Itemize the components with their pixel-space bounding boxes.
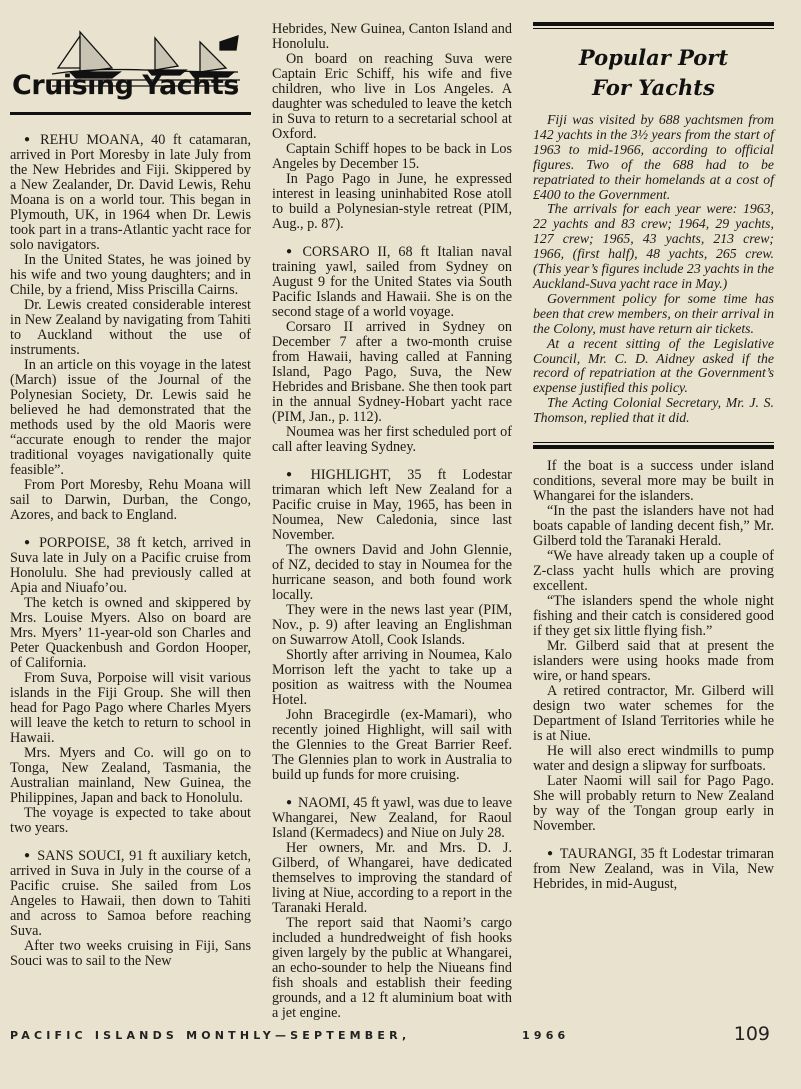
article-paragraph: Shortly after arriving in Noumea, Kalo Morrison left the yacht to take up a position as waitress with the Noumea Hotel. [272,647,512,708]
naomi-paragraph: ● NAOMI, 45 ft yawl, was due to leave Whangarei, New Zealand, for Raoul Island (Kermadecs) and Niue on July 28. [272,795,512,841]
article-paragraph: The owners David and John Glennie, of NZ, decided to stay in Noumea for the hurricane season, and both found work locally. [272,542,512,603]
box-rule [533,442,774,449]
article-paragraph: They were in the news last year (PIM, Nov., p. 9) after leaving an Englishman on Suwarrow Atoll, Cook Islands. [272,602,512,648]
article-paragraph: Noumea was her first scheduled port of call after leaving Sydney. [272,424,512,455]
sidebar-box [533,22,774,449]
article-paragraph: On board on reaching Suva were Captain Eric Schiff, his wife and five children, who live in Los Angeles. A daughter was scheduled to leave the ketch in Suva to return to a secretarial school at Oxford. [272,51,512,142]
box-title: For Yachts [592,75,715,100]
article-paragraph: After two weeks cruising in Fiji, Sans Souci was to sail to the New [10,938,251,969]
article-paragraph: In the United States, he was joined by his wife and two young daughters; and in Chile, by a friend, Miss Priscilla Cairns. [10,252,251,298]
box-paragraph: At a recent sitting of the Legislative Council, Mr. C. D. Aidney asked if the record of repatriation at the Government’s expense justified this policy. [533,335,774,396]
heading-rule [10,112,251,115]
publication-name: PACIFIC ISLANDS MONTHLY—SEPTEMBER, [10,1029,411,1042]
rehu-moana-paragraph: ● REHU MOANA, 40 ft catamaran, arrived in Port Moresby in late July from the New Hebrides and Fiji. Skippered by a New Zealander, Dr. David Lewis, Rehu Moana is on a world tour. This began in Plymouth, UK, in 1964 when Dr. Lewis took part in a trans-Atlantic yacht race for solo navigators. [10,132,251,253]
article-paragraph: “In the past the islanders have not had boats capable of landing decent fish,” Mr. Gilberd told the Taranaki Herald. [533,503,774,550]
box-paragraph: Fiji was visited by 688 yachtsmen from 142 yachts in the 3½ years from the start of 1963 to mid-1966, according to official figures. Two of the 688 had to be repatriated to their homelands at a cost of £400 to the Government. [533,112,774,202]
article-paragraph: Corsaro II arrived in Sydney on December 7 after a two-month cruise from Hawaii, having called at Fanning Island, Pago Pago, Suva, the New Hebrides and Brisbane. She then took part in the annual Sydney-Hobart yacht race (PIM, Jan., p. 112). [272,319,512,425]
article-paragraph: Mrs. Myers and Co. will go on to Tonga, New Zealand, Tasmania, the Australian mainland, New Guinea, the Philippines, Japan and back to Honolulu. [10,745,251,806]
bullet-icon: ● [286,246,297,257]
article-paragraph: John Bracegirdle (ex-Mamari), who recently joined Highlight, will sail with the Glennies to the Great Barrier Reef. The Glennies plan to work in Australia to build up funds for more cruising. [272,707,512,783]
box-paragraph: Government policy for some time has been that crew members, on their arrival in the Colony, must have return air tickets. [533,290,774,336]
article-paragraph: From Suva, Porpoise will visit various islands in the Fiji Group. She will then head for Pago Pago where Charles Myers will leave the ketch to return to school in Hawaii. [10,670,251,746]
page-footer [10,1023,770,1047]
bullet-icon: ● [286,469,305,480]
column-3 [533,22,774,892]
box-paragraph: The Acting Colonial Secretary, Mr. J. S. Thomson, replied that it did. [533,395,774,426]
box-rule [533,22,774,29]
publication-year: 1966 [522,1029,570,1042]
article-paragraph: Her owners, Mr. and Mrs. D. J. Gilberd, of Whangarei, have dedicated themselves to improving the standard of living at Niue, according to a report in the Taranaki Herald. [272,840,512,916]
article-paragraph: Captain Schiff hopes to be back in Los Angeles by December 15. [272,141,512,172]
column-1 [10,0,251,969]
section-heading [10,0,251,120]
article-paragraph: Mr. Gilberd said that at present the islanders were using hooks made from wire, or hand spears. [533,638,774,685]
article-paragraph: The voyage is expected to take about two years. [10,805,251,836]
article-paragraph: From Port Moresby, Rehu Moana will sail to Darwin, Durban, the Congo, Azores, and back to England. [10,477,251,523]
highlight-paragraph: ● HIGHLIGHT, 35 ft Lodestar trimaran which left New Zealand for a Pacific cruise in May, 1965, has been in Noumea, New Caledonia, since last November. [272,467,512,543]
article-paragraph: Dr. Lewis created considerable interest in New Zealand by navigating from Tahiti to Auckland without the use of instruments. [10,297,251,358]
porpoise-paragraph: ● PORPOISE, 38 ft ketch, arrived in Suva late in July on a Pacific cruise from Honolulu. She had previously called at Apia and Niuafo’ou. [10,535,251,596]
article-paragraph: He will also erect windmills to pump water and design a slipway for surfboats. [533,743,774,775]
bullet-icon: ● [24,850,32,861]
article-paragraph: “We have already taken up a couple of Z-class yacht hulls which are proving excellent. [533,548,774,595]
article-paragraph: In Pago Pago in June, he expressed interest in leasing uninhabited Rose atoll to build a Polynesian-style retreat (PIM, Aug., p. 87). [272,171,512,232]
taurangi-paragraph: ● TAURANGI, 35 ft Lodestar trimaran from New Zealand, was in Vila, New Hebrides, in mid-August, [533,846,774,893]
bullet-icon: ● [24,537,34,548]
article-paragraph: A retired contractor, Mr. Gilberd will design two water schemes for the Department of Island Territories while he is at Niue. [533,683,774,745]
bullet-icon: ● [547,848,554,860]
bullet-icon: ● [24,134,35,145]
article-paragraph: Hebrides, New Guinea, Canton Island and Honolulu. [272,21,512,52]
article-paragraph: “The islanders spend the whole night fishing and their catch is considered good if they get six little flying fish.” [533,593,774,640]
corsaro-paragraph: ● CORSARO II, 68 ft Italian naval training yawl, sailed from Sydney on August 9 for the United States via South Pacific Islands and Hawaii. She is on the second stage of a world voyage. [272,244,513,320]
bullet-icon: ● [286,797,293,808]
article-paragraph: The ketch is owned and skippered by Mrs. Louise Myers. Also on board are Mrs. Myers’ 11-year-old son Charles and Peter Quackenbush and Gordon Hooper, of California. [10,595,251,671]
page-number: 109 [733,1023,770,1045]
article-paragraph: Later Naomi will sail for Pago Pago. She will probably return to New Zealand by way of the Tongan group early in November. [533,773,774,835]
article-paragraph: In an article on this voyage in the latest (March) issue of the Journal of the Polynesian Society, Dr. Lewis said he believed he had demonstrated that the methods used by the old Maoris were “accurate enough to render the major traditional voyages navigationally quite feasible”. [10,357,251,478]
box-title: Popular Port [578,45,729,70]
column-2 [272,22,512,1021]
article-paragraph: The report said that Naomi’s cargo included a hundredweight of fish hooks given largely by the public at Whangarei, an echo-sounder to help the Niueans find fish shoals and establish their feeding grounds, and a 12 ft aluminium boat with a jet engine. [272,915,512,1021]
box-paragraph: The arrivals for each year were: 1963, 22 yachts and 83 crew; 1964, 29 yachts, 127 crew; 1965, 43 yachts, 213 crew; 1966, (first half), 48 yachts, 265 crew. (This year’s figures include 23 yachts in the Auckland-Suva yacht race in May.) [533,201,774,291]
sans-souci-paragraph: ● SANS SOUCI, 91 ft auxiliary ketch, arrived in Suva in July in the course of a Pacific cruise. She sailed from Los Angeles to Hawaii, then down to Tahiti and across to Samoa before reaching Suva. [10,848,251,939]
page-title: Cruising Yachts [12,70,239,101]
article-paragraph: If the boat is a success under island conditions, several more may be built in Whangarei for the islanders. [533,458,774,505]
